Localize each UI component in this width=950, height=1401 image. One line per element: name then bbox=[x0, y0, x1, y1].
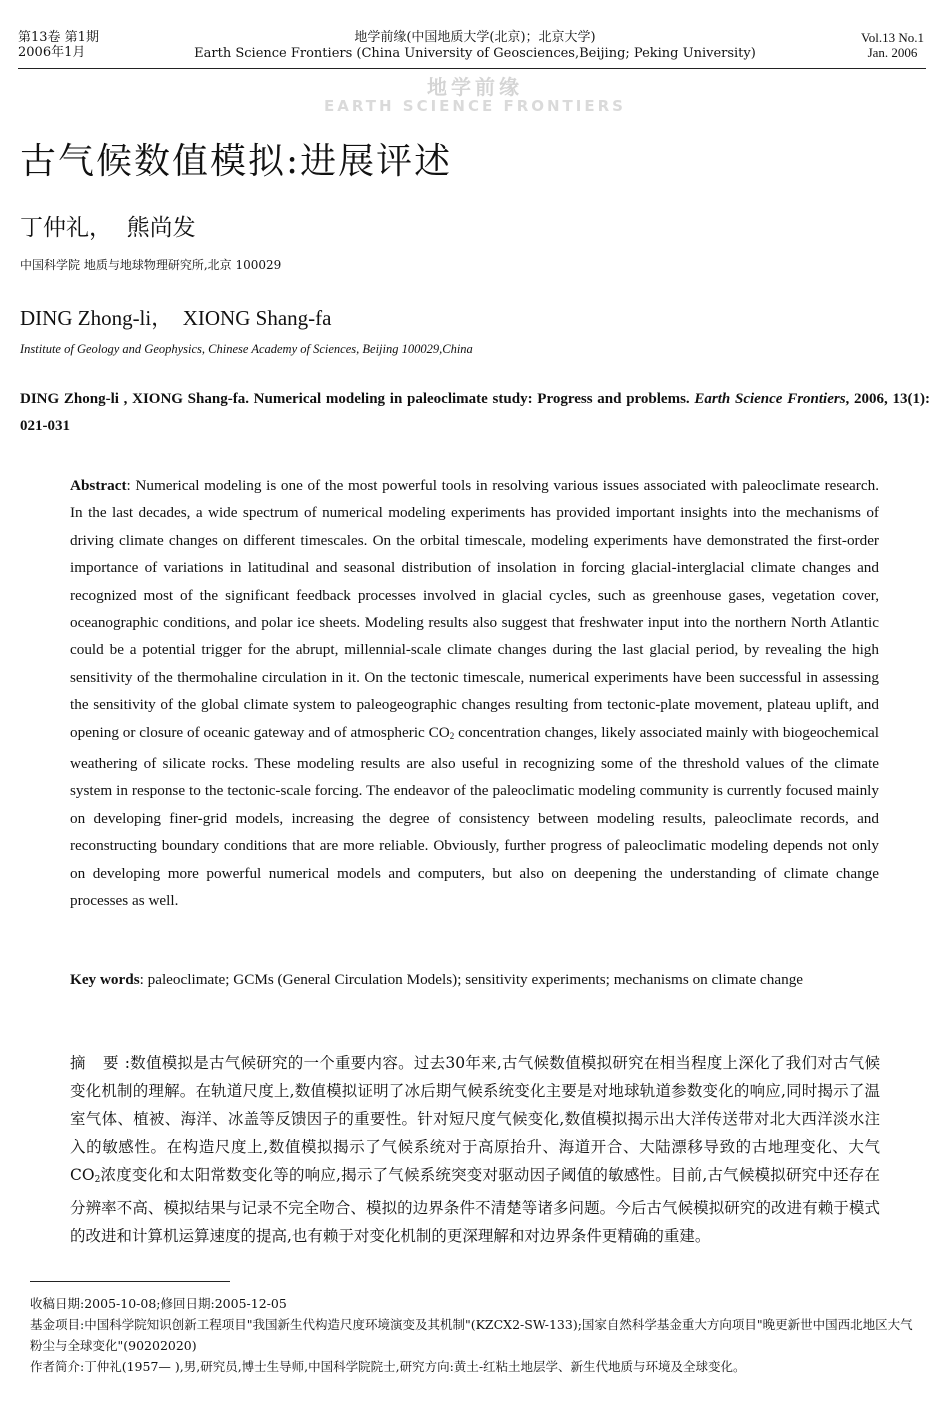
volume-issue-en: Vol.13 No.1 bbox=[861, 30, 924, 45]
footnote-author-bio: 作者简介:丁仲礼(1957— ),男,研究员,博士生导师,中国科学院院士,研究方向:黄土-红粘土地层学、新生代地质与环境及全球变化。 bbox=[30, 1359, 746, 1374]
abstract-cn-co2-subscript: 2 bbox=[94, 1175, 101, 1185]
abstract-cn-text-1: :数值模拟是古气候研究的一个重要内容。过去30年来,古气候数值模拟研究在相当程度上深化了我们对古气候变化机制的理解。在轨道尺度上,数值模拟证明了冰后期气候系统变化主要是对地球轨道参数变化的响应,同时揭示了温室气体、植被、海洋、冰盖等反馈因子的重要性。针对短尺度气候变化,数值模拟揭示出大洋传送带对北大西洋淡水注入的敏感性。在构造尺度上,数值模拟揭示了气候系统对于高原抬升、海道开合、大陆漂移导致的古地理变化、大气CO bbox=[70, 1054, 880, 1184]
keywords-text: : paleoclimate; GCMs (General Circulation Models); sensitivity experiments; mechanisms on climate change bbox=[139, 971, 804, 988]
abstract-text-2: concentration changes, likely associated mainly with biogeochemical weathering of silicate rocks. These modeling results are also useful in recognizing some of the threshold values of the climate system in response to the tectonic-scale forcing. The endeavor of the paleoclimatic modeling community is currently focused mainly on developing finer-grid models, increasing the degree of consistency between modeling results, paleoclimate records, and reconstructing boundary conditions that are more reliable. Obviously, further progress of paleoclimatic modeling depends not only on developing more powerful numerical models and computers, but also on deepening the understanding of climate change processes as well. bbox=[70, 723, 879, 910]
header-right bbox=[861, 30, 924, 60]
logo-text-cn: 地学前缘 bbox=[427, 75, 523, 99]
abstract-label: Abstract bbox=[70, 477, 127, 494]
header-left bbox=[18, 30, 99, 60]
footnote-divider bbox=[30, 1281, 230, 1282]
citation bbox=[20, 386, 930, 440]
keywords bbox=[70, 966, 879, 993]
journal-name-cn: 地学前缘(中国地质大学(北京)；北京大学) bbox=[354, 30, 596, 45]
header-divider bbox=[18, 68, 926, 69]
keywords-label: Key words bbox=[70, 971, 140, 988]
logo-text-en: EARTH SCIENCE FRONTIERS bbox=[324, 97, 626, 115]
journal-name-en: Earth Science Frontiers (China University of Geosciences,Beijing; Peking University) bbox=[194, 46, 756, 61]
footnotes bbox=[30, 1293, 925, 1377]
abstract bbox=[70, 472, 879, 915]
abstract-text-1: : Numerical modeling is one of the most powerful tools in resolving various issues associated with paleoclimate research. In the last decades, a wide spectrum of numerical modeling experiments has provided important insights into the mechanisms of driving climate changes on different timescales. On the orbital timescale, modeling experiments have demonstrated the first-order importance of variations in latitudinal and seasonal distribution of insolation in forcing glacial-interglacial climate changes and recognized most of the significant feedback processes involved in glacial cycles, such as greenhouse gases, vegetation cover, oceanographic conditions, and polar ice sheets. Modeling results also suggest that freshwater input into the northern North Atlantic could be a potential trigger for the abrupt, millennial-scale climate changes during the last glacial period, by revealing the high sensitivity of the thermohaline circulation in it. On the tectonic timescale, numerical experiments have been successful in assessing the sensitivity of the global climate system to paleogeographic changes resulting from tectonic-plate movement, plateau uplift, and opening or closure of oceanic gateway and of atmospheric CO bbox=[70, 477, 879, 741]
journal-logo bbox=[300, 76, 650, 114]
citation-tail: , 2006, 13(1): 021-031 bbox=[20, 391, 930, 434]
footnote-received: 收稿日期:2005-10-08;修回日期:2005-12-05 bbox=[30, 1296, 287, 1311]
date-cn: 2006年1月 bbox=[18, 45, 86, 60]
authors-en: DING Zhong-li， XIONG Shang-fa bbox=[20, 306, 332, 330]
footnote-funding: 基金项目:中国科学院知识创新工程项目"我国新生代构造尺度环境演变及其机制"(KZCX2-SW-133);国家自然科学基金重大方向项目"晚更新世中国西北地区大气粉尘与全球变化"(90202020) bbox=[30, 1317, 913, 1353]
paper-title-cn: 古气候数值模拟:进展评述 bbox=[20, 141, 453, 182]
date-en: Jan. 2006 bbox=[867, 45, 918, 60]
abstract-cn-label: 摘 要 bbox=[70, 1054, 125, 1072]
affiliation-en: Institute of Geology and Geophysics, Chinese Academy of Sciences, Beijing 100029,China bbox=[20, 342, 473, 356]
abstract-cn-text-2: 浓度变化和太阳常数变化等的响应,揭示了气候系统突变对驱动因子阈值的敏感性。目前,古气候模拟研究中还存在分辨率不高、模拟结果与记录不完全吻合、模拟的边界条件不清楚等诸多问题。今后古气候模拟研究的改进有赖于模式的改进和计算机运算速度的提高,也有赖于对变化机制的更深理解和对边界条件更精确的重建。 bbox=[70, 1166, 880, 1245]
authors-cn: 丁仲礼， 熊尚发 bbox=[20, 215, 196, 241]
volume-issue-cn: 第13卷 第1期 bbox=[18, 30, 99, 45]
header-center bbox=[170, 30, 780, 62]
abstract-cn bbox=[70, 1049, 880, 1250]
citation-main: DING Zhong-li , XIONG Shang-fa. Numerical modeling in paleoclimate study: Progress and problems. bbox=[20, 391, 690, 407]
affiliation-cn: 中国科学院 地质与地球物理研究所,北京 100029 bbox=[20, 258, 282, 272]
abstract-co2-subscript: 2 bbox=[449, 730, 455, 741]
citation-journal: Earth Science Frontiers bbox=[694, 391, 846, 407]
